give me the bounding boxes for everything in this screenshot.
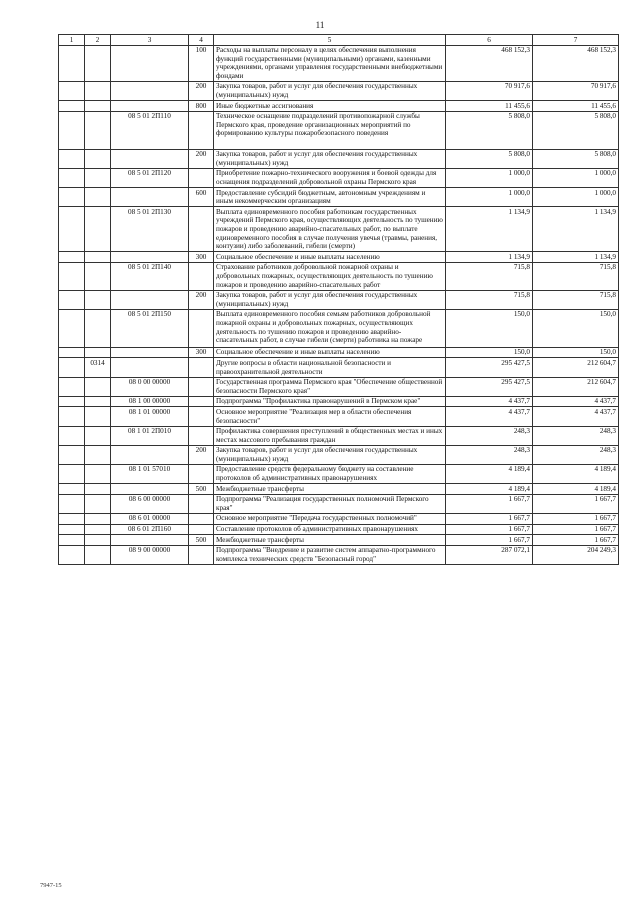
table-row bbox=[59, 377, 619, 396]
column-header: 4 bbox=[189, 35, 214, 46]
expense-type-cell bbox=[189, 464, 214, 483]
amount-year2-cell: 4 189,4 bbox=[533, 464, 619, 483]
target-article-cell: 08 5 01 2П130 bbox=[111, 207, 189, 252]
segment-cell bbox=[59, 484, 85, 495]
item-name-cell: Другие вопросы в области национальной безопасности и правоохранительной деятельности bbox=[214, 358, 446, 377]
target-article-cell: 08 5 01 2П110 bbox=[111, 111, 189, 149]
segment-cell bbox=[59, 168, 85, 187]
section-code-cell bbox=[85, 426, 111, 445]
table-row bbox=[59, 188, 619, 207]
expense-type-cell: 600 bbox=[189, 188, 214, 207]
segment-cell bbox=[59, 81, 85, 100]
amount-year2-cell: 212 604,7 bbox=[533, 377, 619, 396]
expense-type-cell bbox=[189, 545, 214, 564]
item-name-cell: Расходы на выплаты персоналу в целях обеспечения выполнения функций государственными (муниципальными) органами, казенными учреждениями, органами управления государственными внебюджетными фондами bbox=[214, 45, 446, 81]
segment-cell bbox=[59, 358, 85, 377]
segment-cell bbox=[59, 262, 85, 290]
item-name-cell: Страхование работников добровольной пожарной охраны и добровольных пожарных, осуществляющих деятельность по тушению пожаров и проведению аварийно-спасательных работ bbox=[214, 262, 446, 290]
amount-year2-cell: 1 667,7 bbox=[533, 494, 619, 513]
segment-cell bbox=[59, 407, 85, 426]
section-code-cell bbox=[85, 168, 111, 187]
item-name-cell: Социальное обеспечение и иные выплаты населению bbox=[214, 347, 446, 358]
amount-year2-cell: 4 189,4 bbox=[533, 484, 619, 495]
segment-cell bbox=[59, 524, 85, 535]
section-code-cell bbox=[85, 207, 111, 252]
amount-year2-cell: 248,3 bbox=[533, 445, 619, 464]
section-code-cell bbox=[85, 252, 111, 263]
section-code-cell bbox=[85, 309, 111, 347]
target-article-cell: 08 6 00 00000 bbox=[111, 494, 189, 513]
expense-type-cell bbox=[189, 513, 214, 524]
table-row bbox=[59, 101, 619, 112]
amount-year1-cell: 1 667,7 bbox=[446, 494, 533, 513]
segment-cell bbox=[59, 513, 85, 524]
item-name-cell: Подпрограмма "Внедрение и развитие систем аппаратно-программного комплекса технических средств "Безопасный город" bbox=[214, 545, 446, 564]
target-article-cell: 08 6 01 00000 bbox=[111, 513, 189, 524]
segment-cell bbox=[59, 545, 85, 564]
segment-cell bbox=[59, 464, 85, 483]
segment-cell bbox=[59, 494, 85, 513]
segment-cell bbox=[59, 347, 85, 358]
segment-cell bbox=[59, 149, 85, 168]
table-row bbox=[59, 445, 619, 464]
amount-year2-cell: 4 437,7 bbox=[533, 407, 619, 426]
amount-year1-cell: 1 667,7 bbox=[446, 524, 533, 535]
amount-year1-cell: 287 072,1 bbox=[446, 545, 533, 564]
table-row bbox=[59, 464, 619, 483]
item-name-cell: Основное мероприятие "Передача государственных полномочий" bbox=[214, 513, 446, 524]
item-name-cell: Иные бюджетные ассигнования bbox=[214, 101, 446, 112]
item-name-cell: Основное мероприятие "Реализация мер в области обеспечения безопасности" bbox=[214, 407, 446, 426]
target-article-cell: 08 1 01 2П010 bbox=[111, 426, 189, 445]
table-row bbox=[59, 262, 619, 290]
amount-year1-cell: 1 134,9 bbox=[446, 252, 533, 263]
expense-type-cell: 500 bbox=[189, 535, 214, 546]
amount-year1-cell: 1 667,7 bbox=[446, 513, 533, 524]
expense-type-cell: 100 bbox=[189, 45, 214, 81]
expense-type-cell bbox=[189, 407, 214, 426]
section-code-cell bbox=[85, 111, 111, 149]
amount-year1-cell: 248,3 bbox=[446, 445, 533, 464]
table-row bbox=[59, 252, 619, 263]
item-name-cell: Предоставление средств федеральному бюджету на составление протоколов об административных правонарушениях bbox=[214, 464, 446, 483]
segment-cell bbox=[59, 426, 85, 445]
table-row bbox=[59, 149, 619, 168]
section-code-cell bbox=[85, 445, 111, 464]
page-number: 11 bbox=[315, 20, 325, 30]
amount-year1-cell: 4 189,4 bbox=[446, 464, 533, 483]
item-name-cell: Подпрограмма "Профилактика правонарушений в Пермском крае" bbox=[214, 396, 446, 407]
section-code-cell bbox=[85, 149, 111, 168]
item-name-cell: Составление протоколов об административных правонарушениях bbox=[214, 524, 446, 535]
table-row bbox=[59, 426, 619, 445]
table-row bbox=[59, 111, 619, 149]
column-header: 1 bbox=[59, 35, 85, 46]
section-code-cell bbox=[85, 535, 111, 546]
amount-year1-cell: 1 667,7 bbox=[446, 535, 533, 546]
table-row bbox=[59, 358, 619, 377]
expense-type-cell bbox=[189, 377, 214, 396]
section-code-cell bbox=[85, 290, 111, 309]
expense-type-cell bbox=[189, 309, 214, 347]
amount-year2-cell: 204 249,3 bbox=[533, 545, 619, 564]
amount-year2-cell: 4 437,7 bbox=[533, 396, 619, 407]
target-article-cell: 08 5 01 2П120 bbox=[111, 168, 189, 187]
segment-cell bbox=[59, 101, 85, 112]
expense-type-cell: 300 bbox=[189, 347, 214, 358]
expense-type-cell: 300 bbox=[189, 252, 214, 263]
expense-type-cell bbox=[189, 262, 214, 290]
amount-year2-cell: 1 000,0 bbox=[533, 168, 619, 187]
item-name-cell: Социальное обеспечение и иные выплаты населению bbox=[214, 252, 446, 263]
item-name-cell: Государственная программа Пермского края "Обеспечение общественной безопасности Пермского края" bbox=[214, 377, 446, 396]
target-article-cell: 08 5 01 2П150 bbox=[111, 309, 189, 347]
section-code-cell bbox=[85, 188, 111, 207]
amount-year1-cell: 5 808,0 bbox=[446, 149, 533, 168]
section-code-cell bbox=[85, 101, 111, 112]
segment-cell bbox=[59, 45, 85, 81]
expense-type-cell bbox=[189, 426, 214, 445]
table-row bbox=[59, 407, 619, 426]
column-header: 5 bbox=[214, 35, 446, 46]
column-header: 7 bbox=[533, 35, 619, 46]
amount-year2-cell: 212 604,7 bbox=[533, 358, 619, 377]
target-article-cell bbox=[111, 149, 189, 168]
amount-year1-cell: 70 917,6 bbox=[446, 81, 533, 100]
expense-type-cell bbox=[189, 168, 214, 187]
amount-year1-cell: 150,0 bbox=[446, 309, 533, 347]
expense-type-cell bbox=[189, 111, 214, 149]
amount-year2-cell: 5 808,0 bbox=[533, 149, 619, 168]
column-header: 3 bbox=[111, 35, 189, 46]
target-article-cell bbox=[111, 188, 189, 207]
target-article-cell: 08 5 01 2П140 bbox=[111, 262, 189, 290]
table-row bbox=[59, 290, 619, 309]
segment-cell bbox=[59, 207, 85, 252]
amount-year1-cell: 4 437,7 bbox=[446, 407, 533, 426]
amount-year2-cell: 715,8 bbox=[533, 262, 619, 290]
target-article-cell: 08 6 01 2П160 bbox=[111, 524, 189, 535]
table-row bbox=[59, 168, 619, 187]
section-code-cell bbox=[85, 545, 111, 564]
section-code-cell bbox=[85, 407, 111, 426]
amount-year2-cell: 1 667,7 bbox=[533, 535, 619, 546]
target-article-cell bbox=[111, 445, 189, 464]
amount-year1-cell: 11 455,6 bbox=[446, 101, 533, 112]
item-name-cell: Техническое оснащение подразделений противопожарной службы Пермского края, проведение организационных мероприятий по формированию культуры пожаробезопасного поведения bbox=[214, 111, 446, 149]
item-name-cell: Закупка товаров, работ и услуг для обеспечения государственных (муниципальных) нужд bbox=[214, 81, 446, 100]
amount-year1-cell: 715,8 bbox=[446, 262, 533, 290]
target-article-cell: 08 9 00 00000 bbox=[111, 545, 189, 564]
budget-table bbox=[58, 34, 619, 565]
target-article-cell bbox=[111, 535, 189, 546]
item-name-cell: Закупка товаров, работ и услуг для обеспечения государственных (муниципальных) нужд bbox=[214, 149, 446, 168]
table-row bbox=[59, 524, 619, 535]
expense-type-cell bbox=[189, 207, 214, 252]
expense-type-cell bbox=[189, 494, 214, 513]
document-footer-code: 7947-15 bbox=[40, 882, 62, 889]
expense-type-cell: 200 bbox=[189, 149, 214, 168]
segment-cell bbox=[59, 445, 85, 464]
amount-year1-cell: 1 134,9 bbox=[446, 207, 533, 252]
target-article-cell: 08 1 01 00000 bbox=[111, 407, 189, 426]
table-row bbox=[59, 45, 619, 81]
table-row bbox=[59, 494, 619, 513]
section-code-cell bbox=[85, 464, 111, 483]
table-body bbox=[59, 45, 619, 564]
segment-cell bbox=[59, 535, 85, 546]
table-row bbox=[59, 484, 619, 495]
target-article-cell: 08 1 00 00000 bbox=[111, 396, 189, 407]
segment-cell bbox=[59, 111, 85, 149]
expense-type-cell: 200 bbox=[189, 445, 214, 464]
amount-year1-cell: 295 427,5 bbox=[446, 358, 533, 377]
amount-year1-cell: 1 000,0 bbox=[446, 188, 533, 207]
expense-type-cell: 200 bbox=[189, 290, 214, 309]
target-article-cell bbox=[111, 45, 189, 81]
amount-year1-cell: 4 189,4 bbox=[446, 484, 533, 495]
item-name-cell: Закупка товаров, работ и услуг для обеспечения государственных (муниципальных) нужд bbox=[214, 445, 446, 464]
section-code-cell bbox=[85, 81, 111, 100]
table-row bbox=[59, 309, 619, 347]
table-row bbox=[59, 81, 619, 100]
expense-type-cell bbox=[189, 524, 214, 535]
amount-year2-cell: 70 917,6 bbox=[533, 81, 619, 100]
segment-cell bbox=[59, 252, 85, 263]
amount-year1-cell: 1 000,0 bbox=[446, 168, 533, 187]
table-row bbox=[59, 535, 619, 546]
section-code-cell bbox=[85, 262, 111, 290]
section-code-cell bbox=[85, 484, 111, 495]
amount-year1-cell: 248,3 bbox=[446, 426, 533, 445]
item-name-cell: Профилактика совершения преступлений в общественных местах и иных местах массового пребывания граждан bbox=[214, 426, 446, 445]
amount-year2-cell: 150,0 bbox=[533, 347, 619, 358]
segment-cell bbox=[59, 188, 85, 207]
amount-year1-cell: 295 427,5 bbox=[446, 377, 533, 396]
section-code-cell bbox=[85, 494, 111, 513]
amount-year2-cell: 1 134,9 bbox=[533, 252, 619, 263]
amount-year1-cell: 4 437,7 bbox=[446, 396, 533, 407]
amount-year1-cell: 715,8 bbox=[446, 290, 533, 309]
target-article-cell bbox=[111, 347, 189, 358]
item-name-cell: Закупка товаров, работ и услуг для обеспечения государственных (муниципальных) нужд bbox=[214, 290, 446, 309]
amount-year2-cell: 248,3 bbox=[533, 426, 619, 445]
target-article-cell bbox=[111, 252, 189, 263]
section-code-cell bbox=[85, 396, 111, 407]
item-name-cell: Выплата единовременного пособия семьям работников добровольной пожарной охраны и добровольных пожарных, осуществляющих деятельность по тушению пожаров и проведению аварийно-спасательных работ, в случае гибели (смерти) работника на пожаре bbox=[214, 309, 446, 347]
amount-year1-cell: 468 152,3 bbox=[446, 45, 533, 81]
expense-type-cell: 800 bbox=[189, 101, 214, 112]
table-row bbox=[59, 513, 619, 524]
amount-year2-cell: 468 152,3 bbox=[533, 45, 619, 81]
segment-cell bbox=[59, 309, 85, 347]
item-name-cell: Подпрограмма "Реализация государственных полномочий Пермского края" bbox=[214, 494, 446, 513]
expense-type-cell: 200 bbox=[189, 81, 214, 100]
table-header-row bbox=[59, 35, 619, 46]
amount-year2-cell: 715,8 bbox=[533, 290, 619, 309]
target-article-cell bbox=[111, 358, 189, 377]
segment-cell bbox=[59, 396, 85, 407]
section-code-cell: 0314 bbox=[85, 358, 111, 377]
section-code-cell bbox=[85, 377, 111, 396]
item-name-cell: Приобретение пожарно-технического вооружения и боевой одежды для оснащения подразделений добровольной охраны Пермского края bbox=[214, 168, 446, 187]
column-header: 6 bbox=[446, 35, 533, 46]
target-article-cell: 08 1 01 57010 bbox=[111, 464, 189, 483]
amount-year2-cell: 1 000,0 bbox=[533, 188, 619, 207]
item-name-cell: Предоставление субсидий бюджетным, автономным учреждениям и иным некоммерческим организациям bbox=[214, 188, 446, 207]
table-row bbox=[59, 347, 619, 358]
table-row bbox=[59, 545, 619, 564]
amount-year1-cell: 5 808,0 bbox=[446, 111, 533, 149]
section-code-cell bbox=[85, 347, 111, 358]
expense-type-cell bbox=[189, 358, 214, 377]
section-code-cell bbox=[85, 513, 111, 524]
target-article-cell bbox=[111, 81, 189, 100]
section-code-cell bbox=[85, 524, 111, 535]
segment-cell bbox=[59, 377, 85, 396]
target-article-cell bbox=[111, 290, 189, 309]
table-row bbox=[59, 207, 619, 252]
amount-year2-cell: 11 455,6 bbox=[533, 101, 619, 112]
amount-year2-cell: 1 667,7 bbox=[533, 524, 619, 535]
amount-year2-cell: 150,0 bbox=[533, 309, 619, 347]
target-article-cell bbox=[111, 101, 189, 112]
target-article-cell bbox=[111, 484, 189, 495]
amount-year2-cell: 5 808,0 bbox=[533, 111, 619, 149]
amount-year1-cell: 150,0 bbox=[446, 347, 533, 358]
target-article-cell: 08 0 00 00000 bbox=[111, 377, 189, 396]
item-name-cell: Выплата единовременного пособия работникам государственных учреждений Пермского края, осуществляющих деятельность по тушению пожаров и проведению аварийно-спасательных работ, по выплате единовременного пособия в случае получения увечья (травмы, ранения, контузии) либо заболеваний, гибели (смерти) bbox=[214, 207, 446, 252]
amount-year2-cell: 1 134,9 bbox=[533, 207, 619, 252]
expense-type-cell: 500 bbox=[189, 484, 214, 495]
column-header: 2 bbox=[85, 35, 111, 46]
item-name-cell: Межбюджетные трансферты bbox=[214, 535, 446, 546]
segment-cell bbox=[59, 290, 85, 309]
expense-type-cell bbox=[189, 396, 214, 407]
amount-year2-cell: 1 667,7 bbox=[533, 513, 619, 524]
table-row bbox=[59, 396, 619, 407]
item-name-cell: Межбюджетные трансферты bbox=[214, 484, 446, 495]
section-code-cell bbox=[85, 45, 111, 81]
